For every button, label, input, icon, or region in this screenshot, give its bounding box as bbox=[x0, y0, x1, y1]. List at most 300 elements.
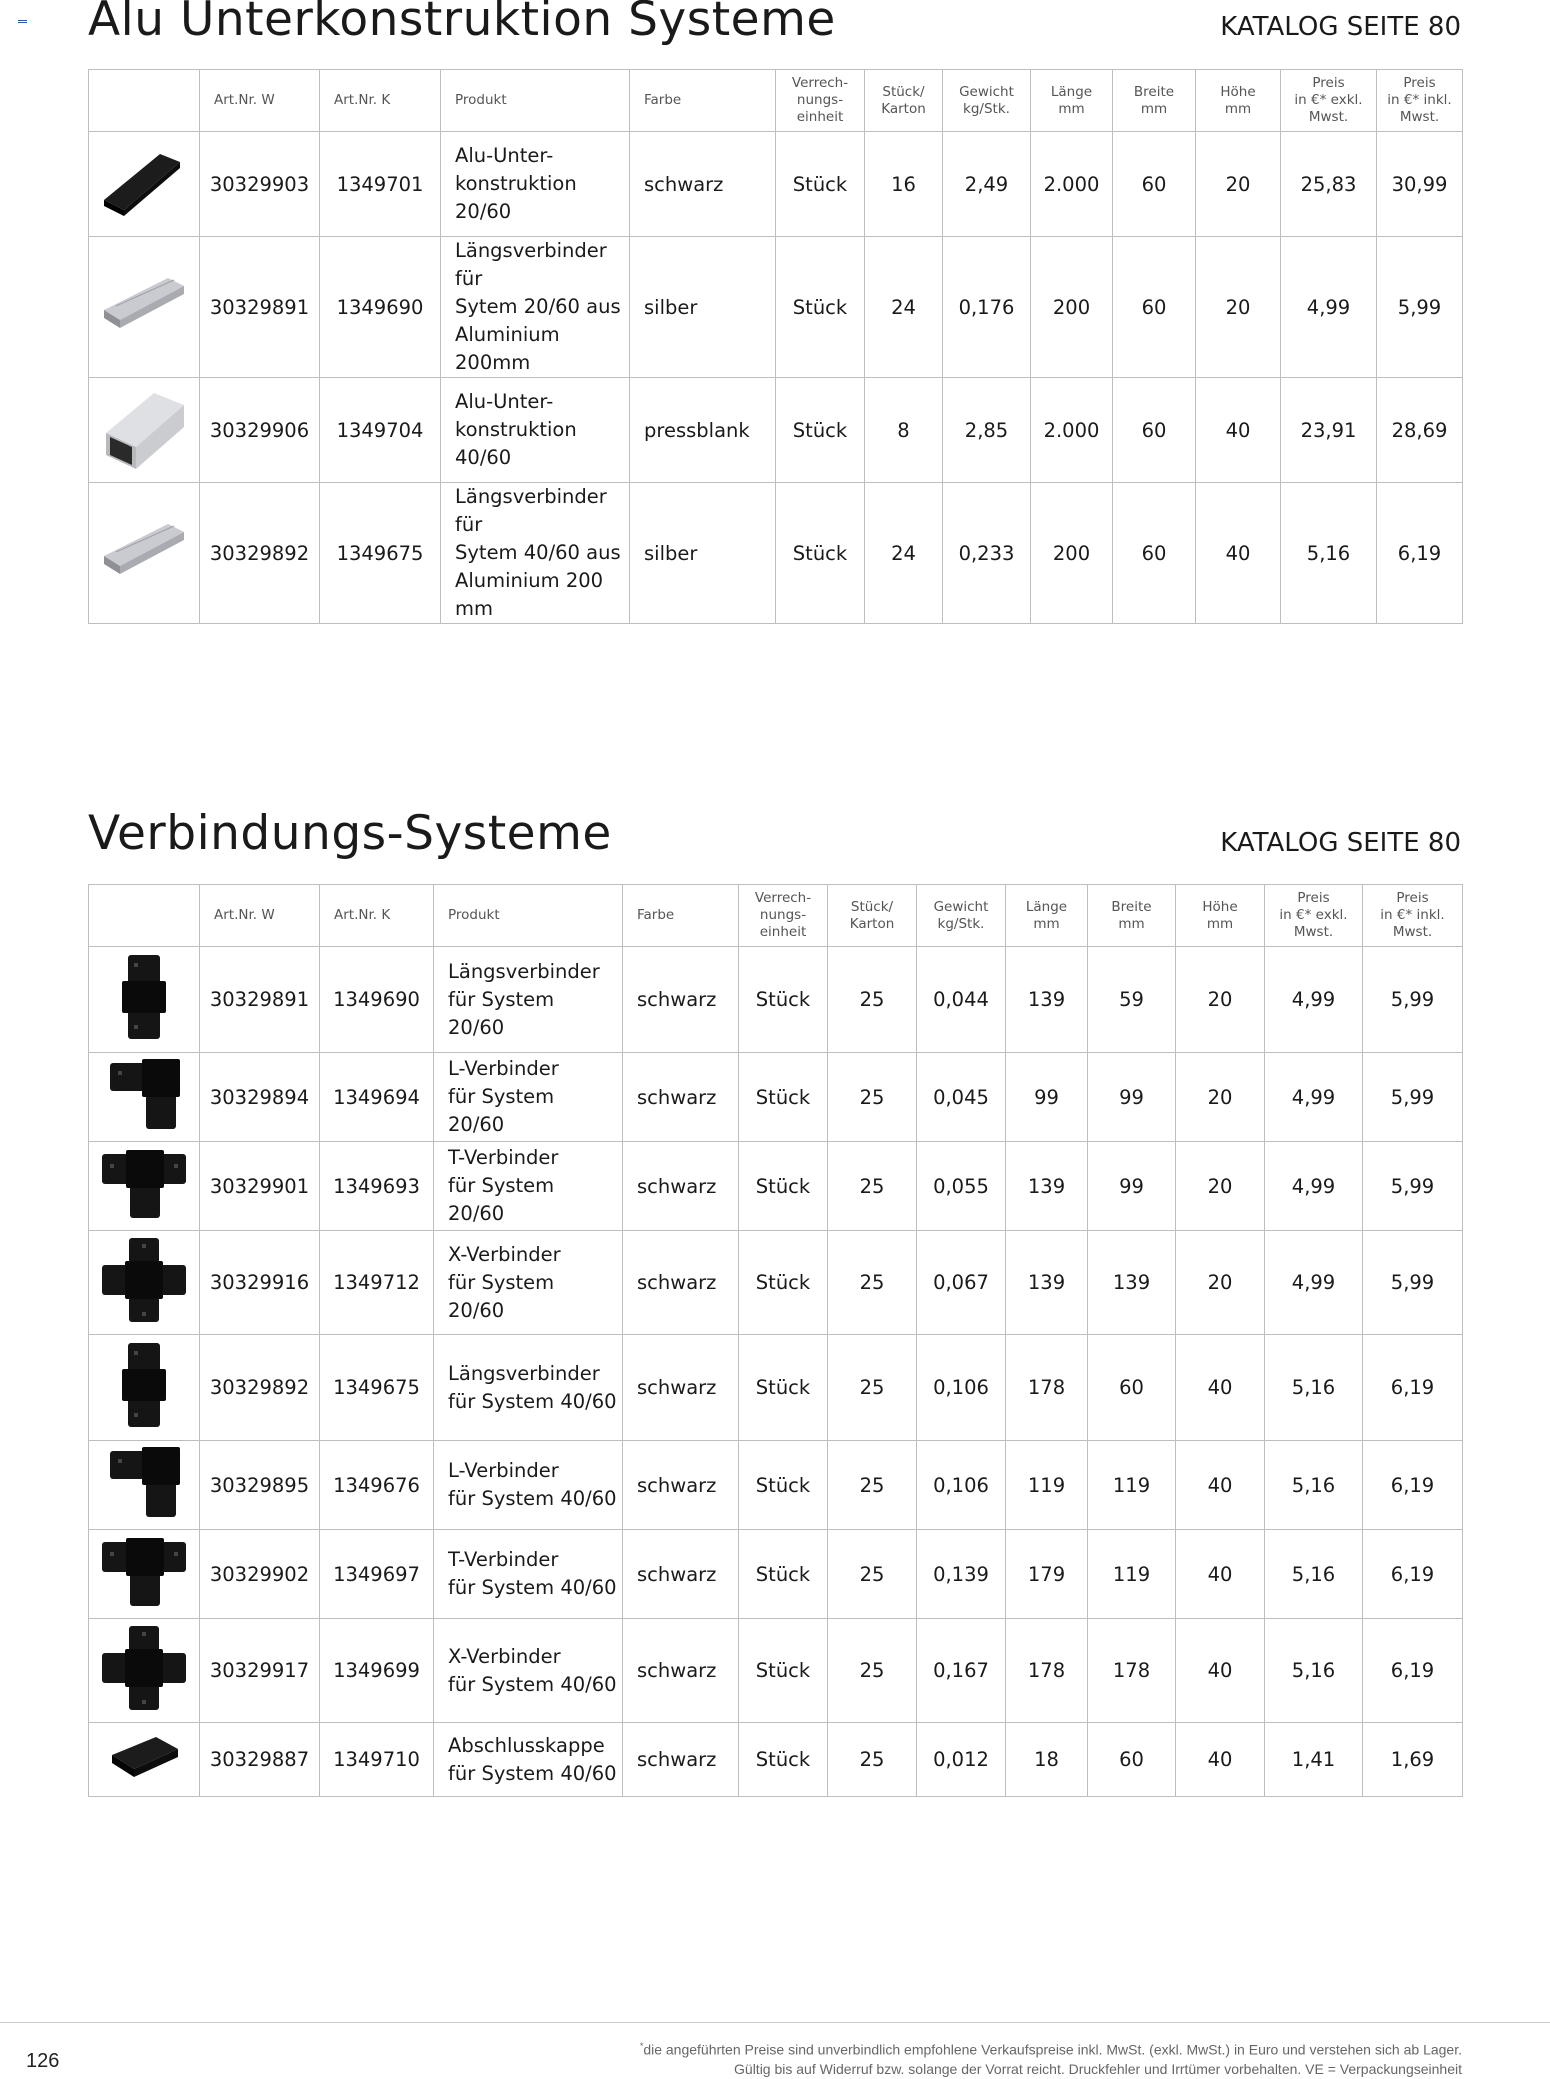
produkt-line: T-Verbinder bbox=[448, 1548, 559, 1571]
produkt-cell bbox=[441, 378, 630, 483]
laenge-cell: 200 bbox=[1031, 483, 1113, 624]
header-line: mm bbox=[1224, 100, 1252, 117]
footer-divider bbox=[0, 2022, 1550, 2023]
table-row bbox=[89, 1619, 1463, 1723]
art-nr-k-cell: 1349704 bbox=[320, 378, 441, 483]
preis-exkl-cell: 5,16 bbox=[1281, 483, 1377, 624]
header-line: Art.Nr. W bbox=[214, 907, 275, 923]
t-connector-icon bbox=[89, 1532, 199, 1617]
preis-inkl-cell: 5,99 bbox=[1363, 1053, 1463, 1142]
header-line: nungs- bbox=[796, 92, 844, 108]
produkt-line: für System 40/60 bbox=[448, 1389, 617, 1413]
art-nr-w-cell: 30329887 bbox=[200, 1723, 320, 1797]
preis-exkl-cell: 5,16 bbox=[1265, 1619, 1363, 1723]
breite-cell: 99 bbox=[1088, 1053, 1176, 1142]
produkt-line: Alu-Unter- bbox=[455, 144, 554, 167]
header-produkt bbox=[441, 70, 630, 132]
header-art-nr-w bbox=[200, 70, 320, 132]
preis-inkl-cell: 6,19 bbox=[1363, 1619, 1463, 1723]
art-nr-w-cell: 30329906 bbox=[200, 378, 320, 483]
preis-inkl-cell: 5,99 bbox=[1363, 1231, 1463, 1335]
einheit-cell: Stück bbox=[739, 1142, 828, 1231]
produkt-line: L-Verbinder bbox=[448, 1459, 559, 1482]
art-nr-k-cell: 1349697 bbox=[320, 1530, 434, 1619]
header-stueck-karton bbox=[865, 70, 943, 132]
hoehe-cell: 20 bbox=[1196, 237, 1281, 378]
einheit-cell: Stück bbox=[776, 237, 865, 378]
header-line: mm bbox=[1140, 100, 1168, 117]
produkt-line: X-Verbinder bbox=[448, 1644, 561, 1668]
gewicht-cell: 0,167 bbox=[917, 1619, 1006, 1723]
produkt-line: 20/60 bbox=[448, 1113, 505, 1136]
produkt-line: Aluminium 200mm bbox=[455, 323, 560, 374]
laenge-cell: 18 bbox=[1006, 1723, 1088, 1797]
art-nr-w-cell: 30329903 bbox=[200, 132, 320, 237]
header-line: Produkt bbox=[455, 92, 507, 108]
einheit-cell: Stück bbox=[739, 1723, 828, 1797]
gewicht-cell: 0,106 bbox=[917, 1335, 1006, 1441]
produkt-line: Alu-Unter- bbox=[455, 390, 554, 413]
laenge-cell: 178 bbox=[1006, 1335, 1088, 1441]
gewicht-cell: 0,044 bbox=[917, 947, 1006, 1053]
art-nr-w-cell: 30329891 bbox=[200, 947, 320, 1053]
hoehe-cell: 40 bbox=[1176, 1619, 1265, 1723]
produkt-line: für System bbox=[448, 1085, 555, 1108]
gewicht-cell: 0,233 bbox=[943, 483, 1031, 624]
farbe-cell: schwarz bbox=[623, 1231, 739, 1335]
stueck-karton-cell: 24 bbox=[865, 483, 943, 624]
stueck-karton-cell: 25 bbox=[828, 1723, 917, 1797]
produkt-line: für System bbox=[448, 1270, 555, 1294]
menu-icon[interactable] bbox=[18, 20, 27, 26]
art-nr-k-cell: 1349690 bbox=[320, 237, 441, 378]
header-line: mm bbox=[1058, 100, 1085, 117]
preis-exkl-cell: 4,99 bbox=[1265, 1053, 1363, 1142]
preis-inkl-cell: 28,69 bbox=[1377, 378, 1463, 483]
laenge-cell: 2.000 bbox=[1031, 132, 1113, 237]
farbe-cell: silber bbox=[630, 483, 776, 624]
hoehe-cell: 20 bbox=[1196, 132, 1281, 237]
product-image bbox=[89, 483, 200, 624]
stueck-karton-cell: 25 bbox=[828, 1441, 917, 1530]
header-art-nr-w bbox=[200, 885, 320, 947]
produkt-line: Längsverbinder für bbox=[455, 239, 607, 290]
preis-inkl-cell: 5,99 bbox=[1363, 947, 1463, 1053]
produkt-cell bbox=[434, 1053, 623, 1142]
laenge-cell: 178 bbox=[1006, 1619, 1088, 1723]
header-line: Art.Nr. K bbox=[334, 92, 391, 108]
header-gewicht bbox=[917, 885, 1006, 947]
l-connector-icon bbox=[89, 1443, 199, 1528]
table-row bbox=[89, 1053, 1463, 1142]
preis-exkl-cell: 4,99 bbox=[1281, 237, 1377, 378]
produkt-line: Sytem 20/60 aus bbox=[455, 295, 621, 318]
product-image bbox=[89, 378, 200, 483]
einheit-cell: Stück bbox=[739, 1335, 828, 1441]
header-line: Produkt bbox=[448, 907, 500, 923]
product-image bbox=[89, 947, 200, 1053]
header-laenge bbox=[1006, 885, 1088, 947]
preis-exkl-cell: 5,16 bbox=[1265, 1530, 1363, 1619]
table-row bbox=[89, 1335, 1463, 1441]
header-line: nungs- bbox=[759, 907, 807, 923]
produkt-line: Längsverbinder bbox=[448, 959, 600, 983]
breite-cell: 178 bbox=[1088, 1619, 1176, 1723]
header-hoehe bbox=[1196, 70, 1281, 132]
art-nr-w-cell: 30329895 bbox=[200, 1441, 320, 1530]
header-line: mm bbox=[1118, 915, 1145, 932]
laenge-cell: 139 bbox=[1006, 947, 1088, 1053]
product-image bbox=[89, 1142, 200, 1231]
product-image bbox=[89, 1053, 200, 1142]
header-line: Mwst. bbox=[1399, 109, 1440, 125]
stueck-karton-cell: 25 bbox=[828, 1053, 917, 1142]
header-gewicht bbox=[943, 70, 1031, 132]
art-nr-k-cell: 1349701 bbox=[320, 132, 441, 237]
produkt-line: Sytem 40/60 aus bbox=[455, 541, 621, 564]
header-preis-inkl bbox=[1377, 70, 1463, 132]
header-line: Mwst. bbox=[1392, 924, 1433, 940]
einheit-cell: Stück bbox=[776, 483, 865, 624]
art-nr-k-cell: 1349693 bbox=[320, 1142, 434, 1231]
breite-cell: 60 bbox=[1113, 237, 1196, 378]
art-nr-k-cell: 1349690 bbox=[320, 947, 434, 1053]
header-line: Mwst. bbox=[1308, 109, 1349, 125]
preis-inkl-cell: 1,69 bbox=[1363, 1723, 1463, 1797]
header-line: in €* exkl. bbox=[1279, 907, 1348, 923]
hoehe-cell: 20 bbox=[1176, 1142, 1265, 1231]
stueck-karton-cell: 25 bbox=[828, 1619, 917, 1723]
table-row bbox=[89, 132, 1463, 237]
produkt-cell bbox=[434, 1619, 623, 1723]
stueck-karton-cell: 25 bbox=[828, 1530, 917, 1619]
header-line: einheit bbox=[759, 924, 807, 940]
produkt-line: für System 40/60 bbox=[448, 1487, 617, 1510]
section-title: Alu Unterkonstruktion Systeme bbox=[88, 0, 836, 47]
gewicht-cell: 0,055 bbox=[917, 1142, 1006, 1231]
header-art-nr-k bbox=[320, 70, 441, 132]
gewicht-cell: 0,045 bbox=[917, 1053, 1006, 1142]
farbe-cell: schwarz bbox=[623, 1530, 739, 1619]
header-line: in €* inkl. bbox=[1380, 907, 1445, 923]
breite-cell: 119 bbox=[1088, 1441, 1176, 1530]
table-row bbox=[89, 1441, 1463, 1530]
table-row bbox=[89, 237, 1463, 378]
preis-exkl-cell: 4,99 bbox=[1265, 1142, 1363, 1231]
silver-connector-icon bbox=[89, 516, 199, 591]
art-nr-k-cell: 1349710 bbox=[320, 1723, 434, 1797]
product-image bbox=[89, 1441, 200, 1530]
header-line: Art.Nr. K bbox=[334, 907, 391, 923]
einheit-cell: Stück bbox=[739, 1530, 828, 1619]
einheit-cell: Stück bbox=[739, 1619, 828, 1723]
produkt-cell bbox=[434, 1142, 623, 1231]
stueck-karton-cell: 25 bbox=[828, 947, 917, 1053]
header-line: Karton bbox=[881, 100, 926, 117]
einheit-cell: Stück bbox=[739, 1441, 828, 1530]
preis-exkl-cell: 4,99 bbox=[1265, 947, 1363, 1053]
header-laenge bbox=[1031, 70, 1113, 132]
stueck-karton-cell: 25 bbox=[828, 1335, 917, 1441]
header-line: Breite bbox=[1133, 83, 1175, 100]
preis-exkl-cell: 4,99 bbox=[1265, 1231, 1363, 1335]
breite-cell: 99 bbox=[1088, 1142, 1176, 1231]
breite-cell: 60 bbox=[1113, 132, 1196, 237]
hoehe-cell: 40 bbox=[1196, 483, 1281, 624]
produkt-cell bbox=[441, 483, 630, 624]
produkt-line: konstruktion bbox=[455, 172, 577, 195]
breite-cell: 60 bbox=[1113, 483, 1196, 624]
header-verrechnungseinheit bbox=[776, 70, 865, 132]
gewicht-cell: 0,106 bbox=[917, 1441, 1006, 1530]
t-connector-icon bbox=[89, 1144, 199, 1229]
gewicht-cell: 0,012 bbox=[917, 1723, 1006, 1797]
stueck-karton-cell: 8 bbox=[865, 378, 943, 483]
hoehe-cell: 20 bbox=[1176, 947, 1265, 1053]
stueck-karton-cell: 25 bbox=[828, 1231, 917, 1335]
art-nr-w-cell: 30329892 bbox=[200, 483, 320, 624]
art-nr-k-cell: 1349699 bbox=[320, 1619, 434, 1723]
laenge-cell: 99 bbox=[1006, 1053, 1088, 1142]
section-title: Verbindungs-Systeme bbox=[88, 806, 612, 861]
header-line: Karton bbox=[849, 915, 895, 932]
farbe-cell: schwarz bbox=[623, 1142, 739, 1231]
header-preis-exkl bbox=[1265, 885, 1363, 947]
gewicht-cell: 0,067 bbox=[917, 1231, 1006, 1335]
gewicht-cell: 2,49 bbox=[943, 132, 1031, 237]
header-line: Mwst. bbox=[1293, 924, 1334, 940]
header-line: Länge bbox=[1050, 83, 1093, 100]
table-row bbox=[89, 1530, 1463, 1619]
preis-inkl-cell: 5,99 bbox=[1377, 237, 1463, 378]
header-line: Verrech- bbox=[791, 75, 849, 91]
einheit-cell: Stück bbox=[739, 1053, 828, 1142]
header-line: in €* inkl. bbox=[1387, 92, 1452, 108]
header-line: Preis bbox=[1297, 890, 1330, 906]
produkt-line: für System 40/60 bbox=[448, 1576, 617, 1599]
gewicht-cell: 2,85 bbox=[943, 378, 1031, 483]
laenge-cell: 119 bbox=[1006, 1441, 1088, 1530]
art-nr-w-cell: 30329894 bbox=[200, 1053, 320, 1142]
header-line: Farbe bbox=[644, 92, 682, 108]
gewicht-cell: 0,176 bbox=[943, 237, 1031, 378]
laenge-cell: 179 bbox=[1006, 1530, 1088, 1619]
art-nr-k-cell: 1349675 bbox=[320, 1335, 434, 1441]
straight-connector-icon bbox=[89, 1339, 199, 1436]
header-line: Länge bbox=[1025, 898, 1068, 915]
farbe-cell: schwarz bbox=[623, 1335, 739, 1441]
produkt-cell bbox=[441, 132, 630, 237]
farbe-cell: silber bbox=[630, 237, 776, 378]
header-line: Stück/ bbox=[882, 83, 925, 100]
header-line: Preis bbox=[1403, 75, 1436, 91]
hoehe-cell: 40 bbox=[1176, 1530, 1265, 1619]
hoehe-cell: 20 bbox=[1176, 1231, 1265, 1335]
produkt-line: für System 40/60 bbox=[448, 1672, 617, 1696]
preis-exkl-cell: 23,91 bbox=[1281, 378, 1377, 483]
header-line: kg/Stk. bbox=[937, 915, 985, 932]
produkt-line: konstruktion bbox=[455, 418, 577, 441]
einheit-cell: Stück bbox=[776, 132, 865, 237]
footnote-line: die angeführten Preise sind unverbindlich empfohlene Verkaufspreise inkl. MwSt. (exkl. MwSt.) in Euro und verstehen sich ab Lager. bbox=[643, 2041, 1462, 2058]
header-stueck-karton bbox=[828, 885, 917, 947]
produkt-line: 20/60 bbox=[448, 1298, 505, 1322]
table-row bbox=[89, 1723, 1463, 1797]
farbe-cell: schwarz bbox=[623, 1723, 739, 1797]
header-line: kg/Stk. bbox=[963, 100, 1010, 117]
header-breite bbox=[1088, 885, 1176, 947]
produkt-line: 20/60 bbox=[448, 1015, 505, 1039]
produkt-line: Abschlusskappe bbox=[448, 1733, 605, 1757]
header-preis-inkl bbox=[1363, 885, 1463, 947]
breite-cell: 60 bbox=[1088, 1335, 1176, 1441]
header-verrechnungseinheit bbox=[739, 885, 828, 947]
page-number: 126 bbox=[26, 2050, 60, 2072]
preis-exkl-cell: 5,16 bbox=[1265, 1441, 1363, 1530]
produkt-line: 20/60 bbox=[448, 1202, 505, 1225]
laenge-cell: 200 bbox=[1031, 237, 1113, 378]
hoehe-cell: 20 bbox=[1176, 1053, 1265, 1142]
breite-cell: 60 bbox=[1088, 1723, 1176, 1797]
header-art-nr-k bbox=[320, 885, 434, 947]
product-image bbox=[89, 1231, 200, 1335]
header-line: Preis bbox=[1396, 890, 1429, 906]
einheit-cell: Stück bbox=[776, 378, 865, 483]
preis-exkl-cell: 5,16 bbox=[1265, 1335, 1363, 1441]
table-row bbox=[89, 483, 1463, 624]
art-nr-w-cell: 30329892 bbox=[200, 1335, 320, 1441]
produkt-cell bbox=[441, 237, 630, 378]
art-nr-w-cell: 30329916 bbox=[200, 1231, 320, 1335]
breite-cell: 59 bbox=[1088, 947, 1176, 1053]
preis-inkl-cell: 30,99 bbox=[1377, 132, 1463, 237]
preis-inkl-cell: 5,99 bbox=[1363, 1142, 1463, 1231]
art-nr-k-cell: 1349675 bbox=[320, 483, 441, 624]
header-line: Farbe bbox=[637, 907, 675, 923]
header-line: Verrech- bbox=[754, 890, 812, 906]
einheit-cell: Stück bbox=[739, 1231, 828, 1335]
header-line: mm bbox=[1206, 915, 1234, 932]
laenge-cell: 139 bbox=[1006, 1231, 1088, 1335]
footnote bbox=[462, 2037, 1462, 2079]
breite-cell: 139 bbox=[1088, 1231, 1176, 1335]
art-nr-w-cell: 30329917 bbox=[200, 1619, 320, 1723]
farbe-cell: schwarz bbox=[623, 947, 739, 1053]
straight-connector-icon bbox=[89, 951, 199, 1048]
silver-profile-icon bbox=[89, 383, 199, 478]
preis-inkl-cell: 6,19 bbox=[1363, 1530, 1463, 1619]
product-table bbox=[88, 884, 1463, 1797]
header-line: mm bbox=[1033, 915, 1060, 932]
table-row bbox=[89, 1142, 1463, 1231]
farbe-cell: schwarz bbox=[623, 1441, 739, 1530]
catalog-reference: KATALOG SEITE 80 bbox=[1220, 12, 1461, 42]
laenge-cell: 139 bbox=[1006, 1142, 1088, 1231]
header-line: in €* exkl. bbox=[1294, 92, 1363, 108]
product-image bbox=[89, 237, 200, 378]
preis-inkl-cell: 6,19 bbox=[1377, 483, 1463, 624]
art-nr-k-cell: 1349694 bbox=[320, 1053, 434, 1142]
preis-exkl-cell: 1,41 bbox=[1265, 1723, 1363, 1797]
produkt-line: T-Verbinder bbox=[448, 1146, 559, 1169]
produkt-line: 20/60 bbox=[455, 200, 512, 223]
art-nr-k-cell: 1349712 bbox=[320, 1231, 434, 1335]
stueck-karton-cell: 24 bbox=[865, 237, 943, 378]
produkt-line: Aluminium 200 mm bbox=[455, 569, 604, 620]
product-image bbox=[89, 1530, 200, 1619]
breite-cell: 119 bbox=[1088, 1530, 1176, 1619]
gewicht-cell: 0,139 bbox=[917, 1530, 1006, 1619]
header-farbe bbox=[623, 885, 739, 947]
farbe-cell: schwarz bbox=[623, 1053, 739, 1142]
black-profile-icon bbox=[89, 142, 199, 227]
table-row bbox=[89, 378, 1463, 483]
einheit-cell: Stück bbox=[739, 947, 828, 1053]
produkt-cell bbox=[434, 1530, 623, 1619]
header-farbe bbox=[630, 70, 776, 132]
header-line: Höhe bbox=[1220, 83, 1256, 100]
header-image bbox=[89, 70, 200, 132]
farbe-cell: schwarz bbox=[623, 1619, 739, 1723]
header-line: Gewicht bbox=[933, 898, 989, 915]
art-nr-w-cell: 30329901 bbox=[200, 1142, 320, 1231]
produkt-line: für System bbox=[448, 1174, 555, 1197]
hoehe-cell: 40 bbox=[1196, 378, 1281, 483]
product-image bbox=[89, 132, 200, 237]
stueck-karton-cell: 16 bbox=[865, 132, 943, 237]
header-line: Höhe bbox=[1202, 898, 1238, 915]
footnote-line: Gültig bis auf Widerruf bzw. solange der Vorrat reicht. Druckfehler und Irrtümer vorbehalten. VE = Verpackungseinheit bbox=[734, 2060, 1462, 2077]
produkt-line: 40/60 bbox=[455, 446, 512, 469]
header-preis-exkl bbox=[1281, 70, 1377, 132]
produkt-cell bbox=[434, 1335, 623, 1441]
preis-inkl-cell: 6,19 bbox=[1363, 1335, 1463, 1441]
header-breite bbox=[1113, 70, 1196, 132]
x-connector-icon bbox=[89, 1234, 199, 1331]
catalog-reference: KATALOG SEITE 80 bbox=[1220, 828, 1461, 858]
hoehe-cell: 40 bbox=[1176, 1335, 1265, 1441]
end-cap-icon bbox=[89, 1727, 199, 1792]
table-row bbox=[89, 947, 1463, 1053]
product-image bbox=[89, 1335, 200, 1441]
produkt-line: X-Verbinder bbox=[448, 1242, 561, 1266]
produkt-cell bbox=[434, 1723, 623, 1797]
farbe-cell: schwarz bbox=[630, 132, 776, 237]
header-image bbox=[89, 885, 200, 947]
header-produkt bbox=[434, 885, 623, 947]
preis-inkl-cell: 6,19 bbox=[1363, 1441, 1463, 1530]
header-hoehe bbox=[1176, 885, 1265, 947]
produkt-cell bbox=[434, 947, 623, 1053]
product-table bbox=[88, 69, 1463, 624]
laenge-cell: 2.000 bbox=[1031, 378, 1113, 483]
header-line: einheit bbox=[796, 109, 844, 125]
header-line: Gewicht bbox=[959, 83, 1014, 100]
produkt-cell bbox=[434, 1441, 623, 1530]
produkt-line: Längsverbinder bbox=[448, 1361, 600, 1385]
produkt-line: L-Verbinder bbox=[448, 1057, 559, 1080]
produkt-line: für System bbox=[448, 987, 555, 1011]
produkt-cell bbox=[434, 1231, 623, 1335]
breite-cell: 60 bbox=[1113, 378, 1196, 483]
header-line: Art.Nr. W bbox=[214, 92, 275, 108]
product-image bbox=[89, 1619, 200, 1723]
preis-exkl-cell: 25,83 bbox=[1281, 132, 1377, 237]
silver-connector-icon bbox=[89, 270, 199, 345]
hoehe-cell: 40 bbox=[1176, 1723, 1265, 1797]
farbe-cell: pressblank bbox=[630, 378, 776, 483]
footnote-mark: * bbox=[639, 2041, 644, 2051]
